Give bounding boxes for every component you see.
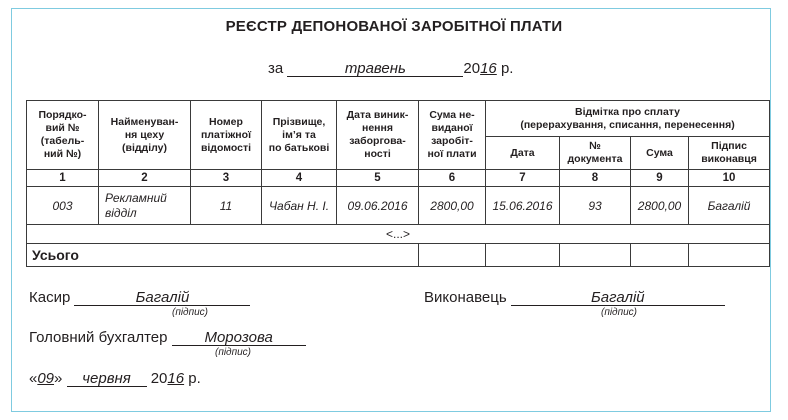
table-row	[27, 187, 770, 225]
cell-name: Чабан Н. І.	[262, 187, 337, 225]
column-number: 8	[560, 170, 631, 187]
total-cell	[419, 244, 486, 267]
executor-sub: (підпис)	[601, 307, 637, 318]
accountant-label: Головний бухгалтер	[29, 329, 168, 346]
cell-signature: Багалій	[689, 187, 770, 225]
header-department: Найменуван- ня цеху (відділу)	[99, 101, 191, 170]
total-cell	[486, 244, 560, 267]
column-number: 10	[689, 170, 770, 187]
cell-debt-date: 09.06.2016	[337, 187, 419, 225]
column-number: 6	[419, 170, 486, 187]
header-number: Порядко- вий № (табель- ний №)	[27, 101, 99, 170]
column-number: 9	[631, 170, 689, 187]
date-year-prefix: 20	[150, 370, 168, 387]
cell-pay-amount: 2800,00	[631, 187, 689, 225]
header-doc-number: № документа	[560, 137, 631, 170]
cell-amount: 2800,00	[419, 187, 486, 225]
cashier-sub: (підпис)	[172, 307, 208, 318]
header-debt-date: Дата виник- нення заборгова- ності	[337, 101, 419, 170]
header-name: Прізвище, ім’я та по батькові	[262, 101, 337, 170]
header-payment-mark: Відмітка про сплату (перерахування, списання, перенесення)	[486, 101, 770, 137]
executor-signature: Багалій	[511, 290, 725, 306]
date-day: 09	[37, 370, 55, 387]
date-year-suffix: 16	[167, 370, 185, 387]
period-year-prefix: 20	[463, 60, 481, 77]
header-unpaid-amount: Сума не- виданої заробіт- ної плати	[419, 101, 486, 170]
date-month: червня	[67, 371, 147, 387]
accountant-sub: (підпис)	[215, 347, 251, 358]
total-label: Усього	[27, 244, 419, 267]
cashier-line	[29, 289, 250, 306]
executor-label: Виконавець	[424, 289, 507, 306]
column-number: 3	[191, 170, 262, 187]
period-suffix: р.	[500, 60, 514, 77]
column-number: 7	[486, 170, 560, 187]
cashier-signature: Багалій	[74, 290, 250, 306]
total-cell	[631, 244, 689, 267]
accountant-line	[29, 329, 306, 346]
cell-statement: 11	[191, 187, 262, 225]
cashier-label: Касир	[29, 289, 71, 306]
cell-department: Рекламний відділ	[99, 187, 191, 225]
column-number: 4	[262, 170, 337, 187]
column-number: 2	[99, 170, 191, 187]
header-pay-amount: Сума	[631, 137, 689, 170]
date-suffix: р.	[188, 370, 201, 387]
total-row	[27, 244, 770, 267]
ellipsis-row: <...>	[27, 225, 770, 244]
accountant-signature: Морозова	[172, 330, 306, 346]
header-statement: Номер платіжної відомості	[191, 101, 262, 170]
column-number: 5	[337, 170, 419, 187]
header-pay-date: Дата	[486, 137, 560, 170]
column-number: 1	[27, 170, 99, 187]
total-cell	[689, 244, 770, 267]
period-month: травень	[287, 61, 463, 77]
register-table	[26, 100, 770, 267]
header-signature: Підпис виконавця	[689, 137, 770, 170]
cell-doc-number: 93	[560, 187, 631, 225]
period-line	[268, 60, 513, 77]
document-title: РЕЄСТР ДЕПОНОВАНОЇ ЗАРОБІТНОЇ ПЛАТИ	[225, 18, 563, 35]
total-cell	[560, 244, 631, 267]
cell-number: 003	[27, 187, 99, 225]
cell-pay-date: 15.06.2016	[486, 187, 560, 225]
period-prefix: за	[268, 60, 284, 77]
executor-line	[424, 289, 725, 306]
date-line: «09» червня 2016 р.	[29, 370, 201, 387]
period-year-suffix: 16	[480, 60, 497, 77]
